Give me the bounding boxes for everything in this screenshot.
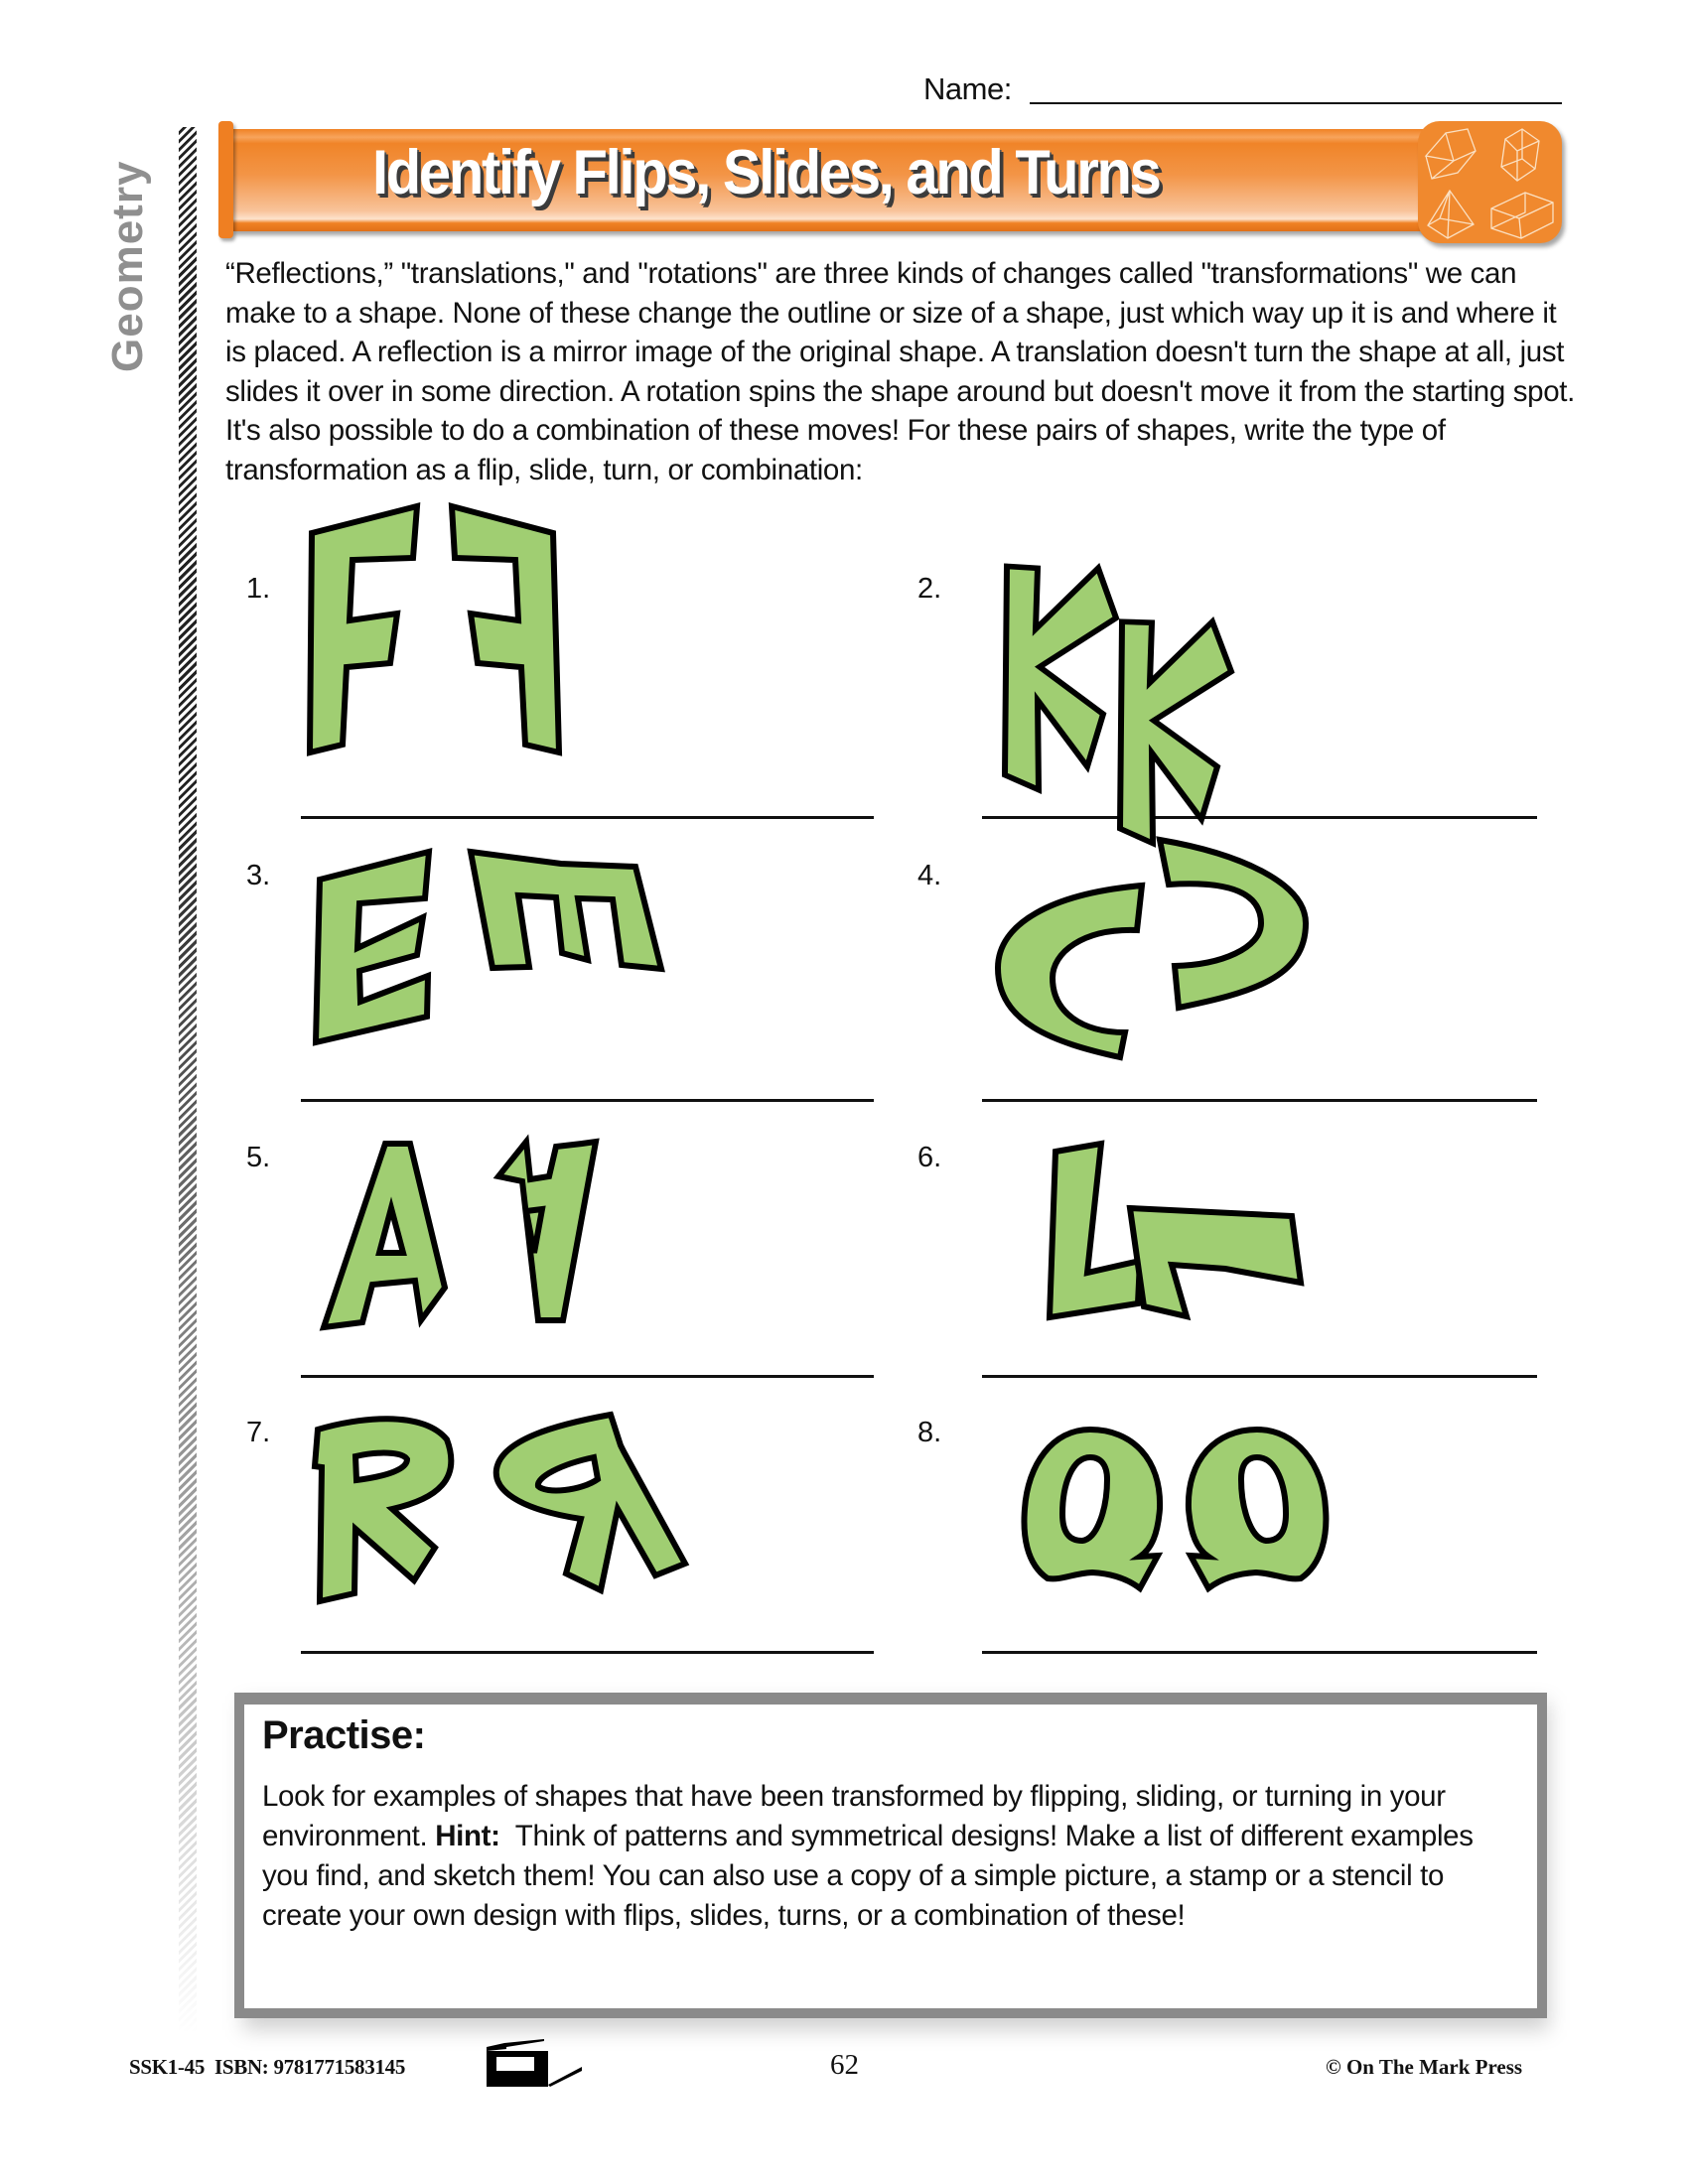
letter-c-shape <box>998 886 1142 1057</box>
photocopier-icon <box>485 2037 584 2089</box>
item-number: 3. <box>246 860 271 891</box>
footer-publisher: © On The Mark Press <box>1326 2055 1523 2079</box>
letter-c-rotated-shape <box>1160 840 1306 1008</box>
item-number: 2. <box>917 573 942 605</box>
letter-k-shifted-shape <box>1120 621 1231 843</box>
page-number: 62 <box>830 2049 859 2081</box>
letter-k-shape <box>1005 566 1116 789</box>
practise-text-continued: Think of patterns and symmetrical designs! Make a list of different examples you find, and sketch them! You can also use a copy of a simple picture, a stamp or a stencil to create your own design with flips, slides, turns, or a combination of these! <box>262 1820 1481 1932</box>
letter-e-shape <box>316 852 429 1042</box>
letter-f-mirrored-shape <box>452 506 559 752</box>
practise-text: Look for examples of shapes that have been transformed by flipping, sliding, or turning in your environment. <box>262 1780 1446 1852</box>
letter-l-rotated-shape <box>1130 1208 1301 1316</box>
letter-q-shape <box>1024 1430 1160 1588</box>
item-number: 1. <box>246 573 271 605</box>
subject-label: Geometry <box>103 160 152 372</box>
name-label: Name: <box>923 71 1012 106</box>
item-number: 8. <box>917 1417 942 1448</box>
intro-paragraph: “Reflections,” "translations," and "rotations" are three kinds of changes called "transformations" we can make to a shape. None of these change the outline or size of a shape, just which way up it is and where it is placed. A reflection is a mirror image of the original shape. A translation doesn't turn the shape at all, just slides it over in some direction. A rotation spins the shape around but doesn't move it from the starting spot. It's also possible to do a combination of these moves! For these pairs of shapes, write the type of transformation as a flip, slide, turn, or combination: <box>225 257 1575 486</box>
practise-title: Practise: <box>262 1713 426 1757</box>
letter-q-mirrored-shape <box>1189 1430 1326 1588</box>
hint-label: Hint: <box>435 1820 500 1852</box>
letter-f-shape <box>310 506 417 752</box>
letter-r-shape <box>315 1419 451 1601</box>
letter-r-rotated-shape <box>496 1415 685 1590</box>
letter-a-upside-down-shape <box>498 1142 596 1320</box>
footer-isbn: SSK1-45 ISBN: 9781771583145 <box>129 2055 406 2079</box>
page-title: Identify Flips, Slides, and Turns <box>372 138 1160 207</box>
letter-a-shape <box>324 1144 445 1327</box>
item-number: 6. <box>917 1142 942 1173</box>
letter-l-shape <box>1050 1144 1140 1317</box>
letter-e-rotated-shape <box>471 852 661 969</box>
item-number: 5. <box>246 1142 271 1173</box>
practise-body <box>262 1777 1513 1936</box>
item-number: 4. <box>917 860 942 891</box>
item-number: 7. <box>246 1417 271 1448</box>
